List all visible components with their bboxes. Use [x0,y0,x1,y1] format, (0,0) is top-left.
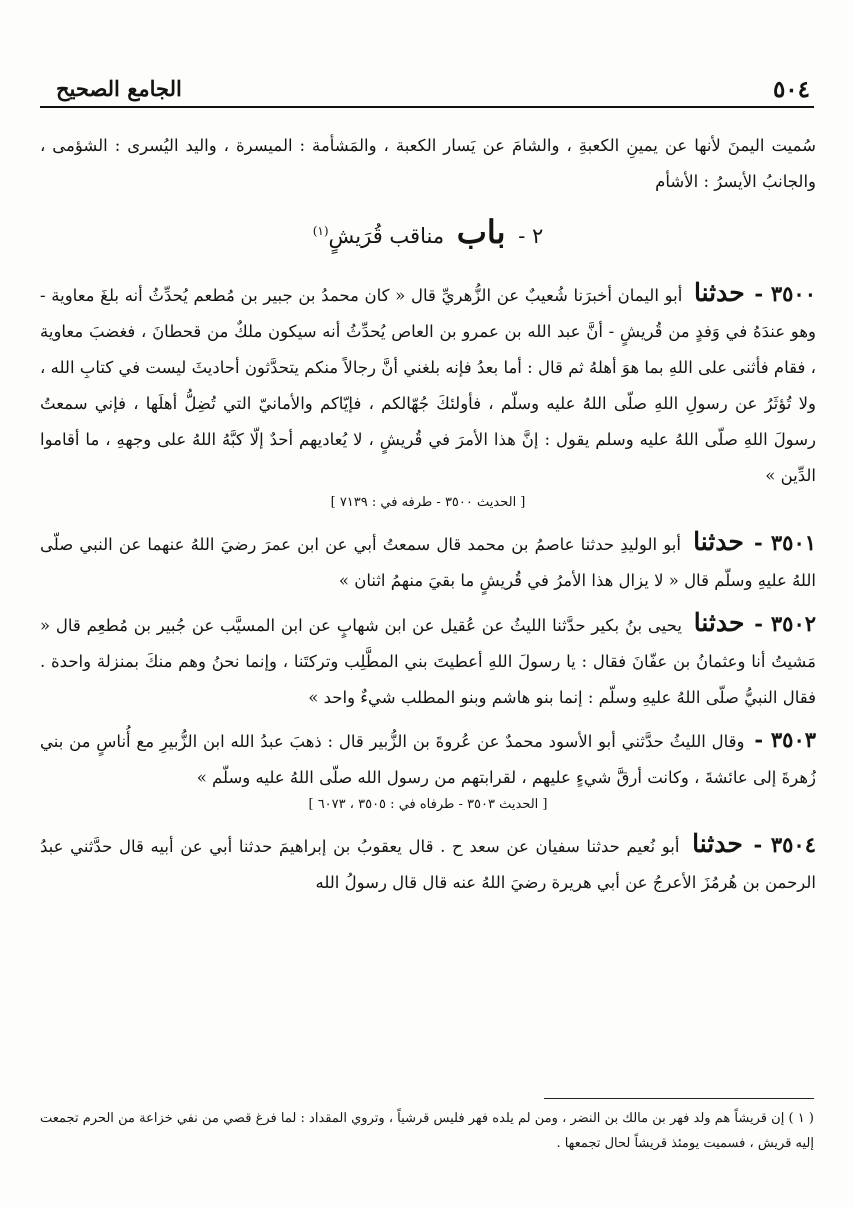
hadith-opener: حدثنا [692,829,743,858]
hadith-text [40,524,816,599]
hadith-number: ٣٥٠٤ - [753,832,816,857]
hadith-block [40,826,816,901]
hadith-opener: حدثنا [693,608,745,637]
hadith-block [40,275,816,514]
header-rule [40,106,814,108]
running-header [40,74,814,108]
hadith-number: ٣٥٠٣ - [754,727,817,752]
chapter-heading [40,214,816,253]
intro-paragraph: سُميت اليمنَ لأنها عن يمينِ الكعبةِ ، والشامَ عن يَسار الكعبة ، والمَشأمة : الميسرة ، واليد اليُسرى : الشؤمى ، والجانبُ الأيسرُ : الأشأم [40,136,816,191]
hadith-text [40,275,816,494]
page-body [40,128,816,907]
hadith-text [40,722,816,796]
hadith-number: ٣٥٠١ - [753,530,817,555]
hadith-block [40,722,816,816]
hadith-block [40,524,816,599]
hadith-number: ٣٥٠٢ - [754,611,817,636]
chapter-number: ٢ - [518,224,544,248]
hadith-body: أبو الوليدِ حدثنا عاصمُ بن محمد قال سمعتُ أبي عن ابن عمرَ رضيَ اللهُ عنهما عن النبي صلّى اللهُ عليهِ وسلّم قال « لا يزال هذا الأمرُ في قُريشٍ ما بقيَ منهمُ اثنان » [40,535,816,590]
chapter-word: باب [456,213,506,251]
hadith-block [40,605,816,716]
cross-reference: [ الحديث ٣٥٠٣ - طرفاه في : ٣٥٠٥ ، ٦٠٧٣ ] [308,797,548,812]
cross-reference: [ الحديث ٣٥٠٠ - طرفه في : ٧١٣٩ ] [330,495,526,510]
hadith-body: يحيى بنُ بكير حدَّثنا الليثُ عن عُقيل عن ابن شهابٍ عن ابن المسيَّب عن جُبير بن مُطعِم قال « مَشيتُ أنا وعثمانُ بن عفّانَ فقال : يا رسولَ اللهِ أعطيتَ بني المطَّلِب وتركتَنا ، وإنما نحنُ وهم منكَ بمنزلة واحدة . فقال النبيُّ صلّى اللهُ عليهِ وسلّم : إنما بنو هاشم وبنو المطلب شيءٌ واحد » [40,616,816,707]
chapter-footnote-marker: (١) [312,224,329,238]
hadith-body: أبو اليمان أخبرَنا شُعيبٌ عن الزُّهريِّ قال « كان محمدُ بن جبير بن مُطعم يُحدِّثُ أنه بلغَ معاوية - وهو عندَهُ في وَفدٍ من قُريشٍ - أنَّ عبد الله بن عمرو بن العاص يُحدِّثُ أنه سيكون ملكٌ من قحطانَ ، فغضبَ معاوية ، فقام فأثنى على اللهِ بما هوَ أهلهُ ثم قال : أما بعدُ فإنه بلغني أنَّ رجالاً منكم يتحدَّثون أحاديثَ ليست في كتابِ الله ، ولا تُؤثَرُ عن رسولِ اللهِ صلّى اللهُ عليه وسلّم ، فأولئكَ جُهّالكم ، فإيّاكم والأمانيّ التي تُضِلُّ أهلَها ، فإني سمعتُ رسولَ اللهِ صلّى اللهُ عليه وسلم يقول : إنَّ هذا الأمرَ في قُريشٍ ، لا يُعاديهم أحدٌ إلّا كبَّهُ اللهُ على وجههِ ، ما أقاموا الدِّين » [40,286,816,485]
hadith-number: ٣٥٠٠ - [754,281,816,306]
chapter-title: مناقب قُرَيشٍ [328,224,445,248]
footnote-rule [544,1098,814,1099]
book-title: الجامع الصحيح [56,76,182,101]
hadith-text [40,605,816,716]
footnote: ( ١ ) إن قريشاً هم ولد فهر بن مالك بن النضر ، ومن لم يلده فهر فليس قرشياً ، وتروي المقداد : لما فرغ قصي من نفي خزاعة من الحرم تجمعت إليه قريش ، فسميت يومئذ قريشاً لحال تجمعها . [40,1111,814,1151]
page-number: ٥٠٤ [772,76,810,103]
hadith-opener: حدثنا [694,278,745,307]
hadith-body: أبو نُعيم حدثنا سفيان عن سعد ح . قال يعقوبُ بن إبراهيمَ حدثنا أبي عن أبيه قال حدَّثني عبدُ الرحمن بن هُرمُزَ الأعرجُ عن أبي هريرة رضيَ اللهُ عنه قال قال رسولُ الله [40,837,816,892]
hadith-opener: حدثنا [693,527,744,556]
hadith-body: وقال الليثُ حدَّثني أبو الأسود محمدٌ عن عُروةَ بن الزُّبير قال : ذهبَ عبدُ الله ابن الزُّبيرِ مع أُناسٍ من بني زُهرةَ إلى عائشةَ ، وكانت أرقَّ شيءٍ عليهم ، لقرابتهم من رسول الله صلّى اللهُ عليه وسلّم » [40,732,816,787]
hadith-text [40,826,816,901]
